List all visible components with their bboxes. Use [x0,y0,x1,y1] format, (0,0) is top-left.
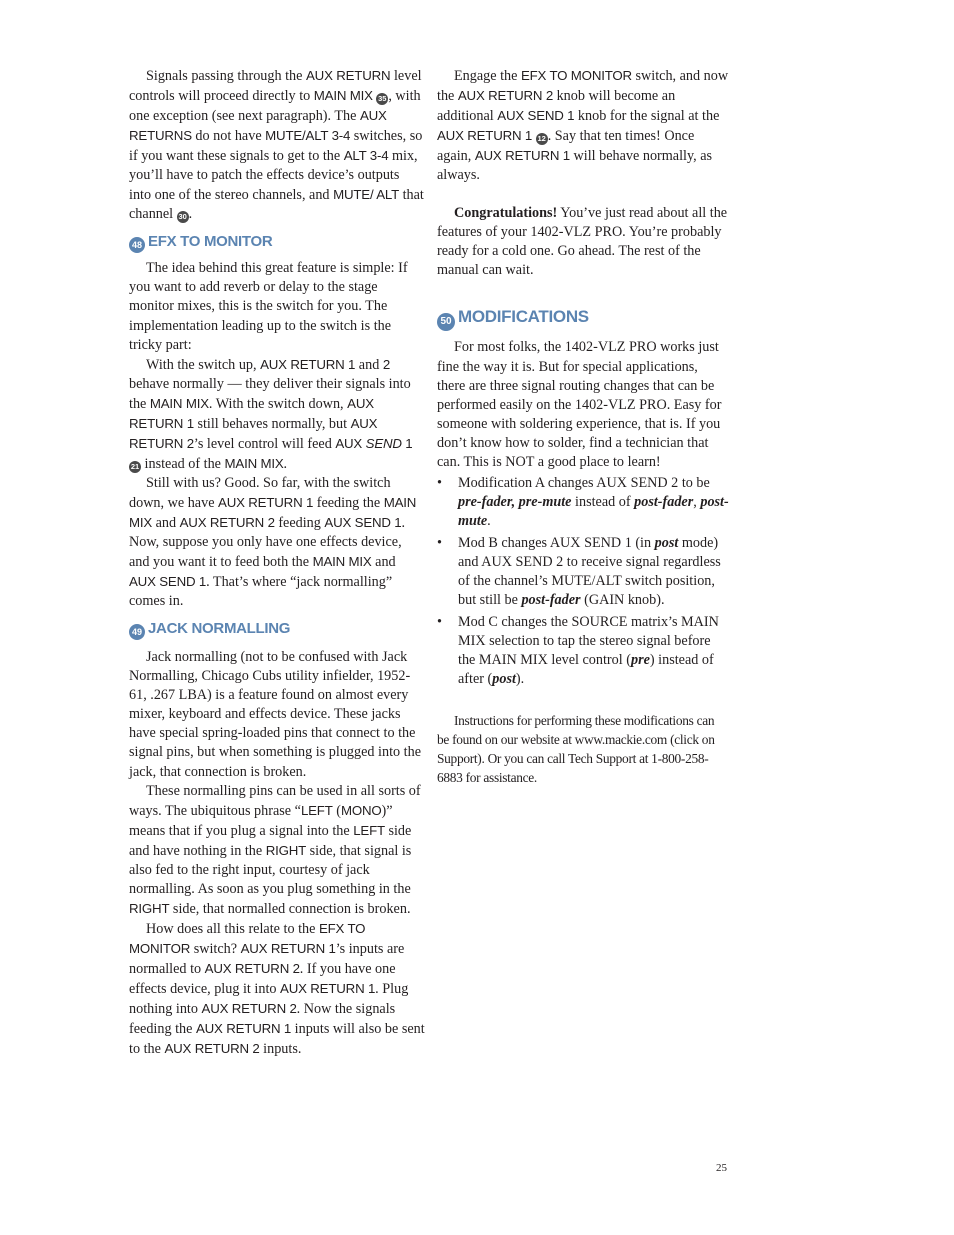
heading-efx-to-monitor: 48 EFX TO MONITOR [129,232,425,253]
list-item: • Modification A changes AUX SEND 2 to be pre-fader, pre-mute instead of post-fader, post-mute. [437,474,729,531]
paragraph-for-most-folks: For most folks, the 1402-VLZ PRO works just fine the way it is. But for special applications, there are three signal routing changes that can be performed easily on the 1402-VLZ PRO. Easy for someone with soldering experience, that is. If you don’t know how to solder, find a technician that can. This is NOT a good place to learn! [437,339,722,470]
section-number-icon: 50 [437,313,455,331]
list-item: • Mod B changes AUX SEND 1 (in post mode) and AUX SEND 2 to receive signal regardless of the channel’s MUTE/ALT switch position, but still be post-fader (GAIN knob). [437,534,729,610]
callout-number-icon: 30 [178,212,187,222]
paragraph-congratulations: Congratulations! You’ve just read about all the features of your 1402-VLZ PRO. You’re probably ready for a cold one. Go ahead. The rest of the manual can wait. [437,205,728,279]
paragraph-jack-normalling: Jack normalling (not to be confused with Jack Normalling, Chicago Cubs utility infielder, 1952-61, .267 LBA) is a feature found on almost every mixer, keyboard and effects device. These jacks have special spring-loaded pins that connect to the signal pins, but when something is plugged into the jack, that connection is broken. [129,649,422,780]
paragraph-still-with-us: Still with us? Good. So far, with the switch down, we have AUX RETURN 1 feeding the MAIN MIX and AUX RETURN 2 feeding AUX SEND 1. Now, suppose you only have one effects device, and you want it to feed both the MAIN MIX and AUX SEND 1. That’s where “jack normalling” comes in. [129,474,417,610]
callout-number-icon: 12 [537,134,546,144]
page-number: 25 [716,1162,727,1174]
paragraph-switch-up: With the switch up, AUX RETURN 1 and 2 behave normally — they deliver their signals into the MAIN MIX. With the switch down, AUX RETURN 1 still behaves normally, but AUX RETURN 2’s level control will feed AUX SEND 1 21 instead of the MAIN MIX. [129,356,413,472]
heading-modifications: 50 MODIFICATIONS [437,307,729,331]
paragraph-how-does-this-relate: How does all this relate to the EFX TO MONITOR switch? AUX RETURN 1’s inputs are normalled to AUX RETURN 2. If you have one effects device, plug it into AUX RETURN 1. Plug nothing into AUX RETURN 2. Now the signals feeding the AUX RETURN 1 inputs will also be sent to the AUX RETURN 2 inputs. [129,920,425,1058]
paragraph-aux-return-intro: Signals passing through the AUX RETURN level controls will proceed directly to MAIN MIX 35 , with one exception (see next paragraph). The AUX RETURNS do not have MUTE/ALT 3-4 switches, so if you want these signals to get to the ALT 3-4 mix, you’ll have to patch the effects device’s outputs into one of the stereo channels, and MUTE/ ALT that channel 30 . [129,68,424,223]
left-column [129,66,425,1059]
paragraph-engage-efx: Engage the EFX TO MONITOR switch, and now the AUX RETURN 2 knob will become an additional AUX SEND 1 knob for the signal at the AUX RETURN 1 12 . Say that ten times! Once again, AUX RETURN 1 will behave normally, as always. [437,68,729,184]
paragraph-normalling-pins: These normalling pins can be used in all sorts of ways. The ubiquitous phrase “LEFT (MONO)” means that if you plug a signal into the LEFT side and have nothing in the RIGHT side, that signal is also fed to the right input, courtesy of jack normalling. As soon as you plug something in the RIGHT side, that normalled connection is broken. [129,782,421,917]
heading-jack-normalling: 49 JACK NORMALLING [129,619,425,640]
callout-number-icon: 21 [130,461,140,471]
paragraph-instructions: Instructions for performing these modifications can be found on our website at www.mackie.com (click on Support). Or you can call Tech Support at 1-800-258-6883 for assistance. [437,713,715,786]
modifications-list [437,474,729,690]
paragraph-efx-intro: The idea behind this great feature is simple: If you want to add reverb or delay to the stage monitor mixes, this is the switch for you. The implementation leading up to the switch is the tricky part: [129,260,408,353]
callout-number-icon: 35 [378,94,387,104]
section-number-icon: 49 [129,624,145,640]
list-item: • Mod C changes the SOURCE matrix’s MAIN MIX selection to tap the stereo signal before the MAIN MIX level control (pre) instead of after (post). [437,613,729,689]
section-number-icon: 48 [129,237,145,253]
right-column [437,66,729,788]
